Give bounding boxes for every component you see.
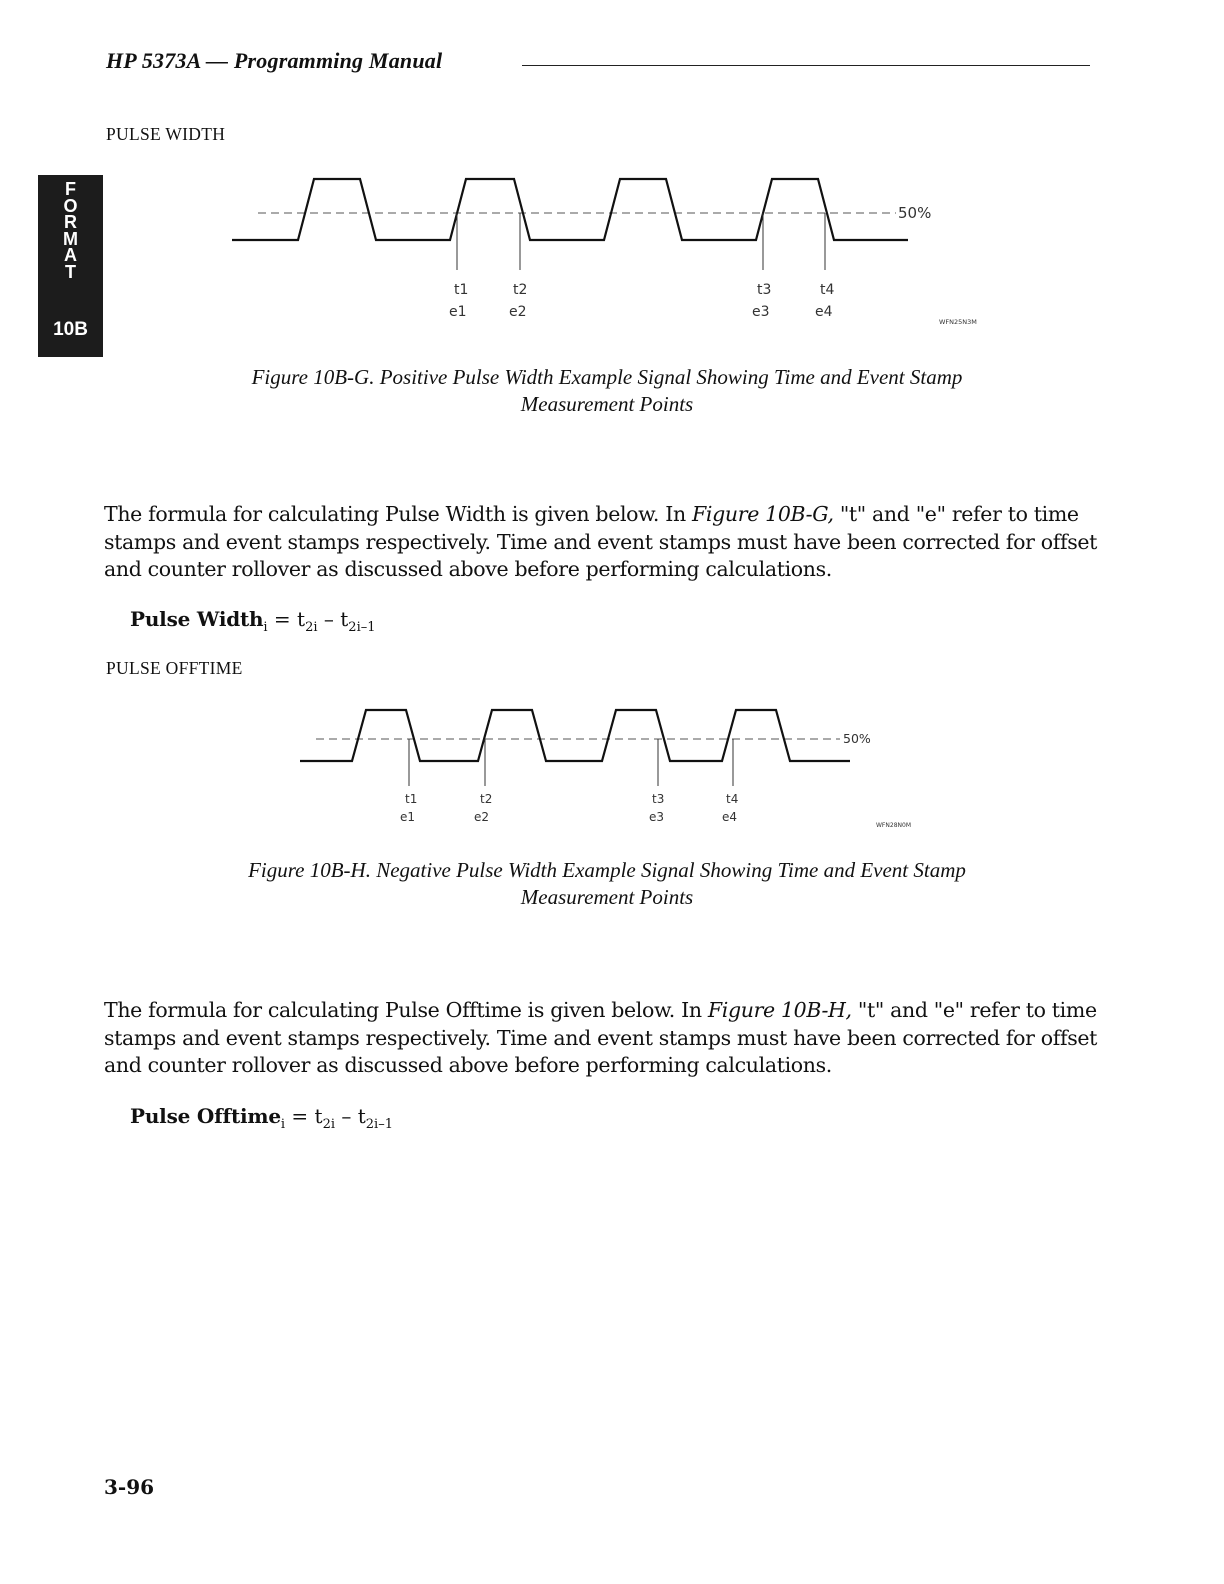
pulse-width-heading: PULSE WIDTH xyxy=(106,124,226,144)
figure-part-code: WFN28N0M xyxy=(876,822,911,829)
formula-name: Pulse Offtime xyxy=(130,1104,281,1128)
formula-subscript: i xyxy=(263,620,268,635)
time-label-t2: t2 xyxy=(480,792,493,806)
caption-line: Figure 10B-H. Negative Pulse Width Example Signal Showing Time and Event Stamp xyxy=(248,858,966,882)
formula-text: = t xyxy=(267,607,306,631)
time-label-t2: t2 xyxy=(513,282,528,298)
time-label-t1: t1 xyxy=(405,792,418,806)
tab-letter: R xyxy=(64,212,77,232)
formula-subscript: 2i xyxy=(322,1117,336,1132)
time-label-t4: t4 xyxy=(726,792,739,806)
page-number: 3-96 xyxy=(104,1475,155,1499)
figure-part-code: WFN25N3M xyxy=(939,318,977,326)
event-label-e2: e2 xyxy=(509,304,527,320)
paragraph-text: "t" and "e" refer to time stamps and event stamps respectively. Time and event stamps must have been corrected for offset and counter rollover as discussed above before performing calculations. xyxy=(104,502,1098,581)
signal-waveform xyxy=(232,179,908,240)
tab-letter: O xyxy=(63,195,78,216)
figure-caption-10b-g xyxy=(150,364,1064,418)
pulse-width-paragraph xyxy=(104,501,1104,584)
event-label-e4: e4 xyxy=(815,304,833,320)
pulse-offtime-formula xyxy=(130,1104,393,1132)
caption-line: Measurement Points xyxy=(520,885,694,909)
figure-reference: Figure 10B-H, xyxy=(707,998,852,1022)
event-label-e4: e4 xyxy=(722,810,738,824)
pulse-offtime-heading: PULSE OFFTIME xyxy=(106,658,243,678)
tab-letter: T xyxy=(65,261,76,282)
time-label-t1: t1 xyxy=(454,282,469,298)
tab-letter: A xyxy=(64,245,77,265)
tab-letter: F xyxy=(65,179,76,199)
tab-code: 10B xyxy=(53,319,88,340)
time-label-t4: t4 xyxy=(820,282,835,298)
paragraph-text: The formula for calculating Pulse Offtime is given below. In xyxy=(104,998,708,1022)
signal-waveform xyxy=(300,710,850,761)
formula-subscript: 2i–1 xyxy=(348,620,376,635)
event-label-e2: e2 xyxy=(474,810,490,824)
formula-text: = t xyxy=(285,1104,323,1128)
pulse-offtime-figure xyxy=(292,700,932,835)
formula-subscript: 2i–1 xyxy=(365,1117,393,1132)
manual-title: HP 5373A — Programming Manual xyxy=(106,48,443,73)
time-label-t3: t3 xyxy=(757,282,772,298)
formula-name: Pulse Width xyxy=(130,607,264,631)
threshold-label: 50% xyxy=(843,731,871,746)
header-rule xyxy=(522,65,1090,66)
caption-line: Measurement Points xyxy=(520,392,694,416)
pulse-offtime-paragraph xyxy=(104,997,1104,1080)
caption-line: Figure 10B-G. Positive Pulse Width Example Signal Showing Time and Event Stamp xyxy=(251,365,963,389)
section-tab xyxy=(38,175,103,357)
paragraph-text: "t" and "e" refer to time stamps and event stamps respectively. Time and event stamps must have been corrected for offset and counter rollover as discussed above before performing calculations. xyxy=(104,998,1098,1077)
event-label-e1: e1 xyxy=(449,304,467,320)
figure-caption-10b-h xyxy=(150,857,1064,911)
formula-text: – t xyxy=(335,1104,366,1128)
event-label-e1: e1 xyxy=(400,810,416,824)
threshold-label: 50% xyxy=(898,204,932,222)
formula-subscript: 2i xyxy=(305,620,318,635)
tab-letters xyxy=(38,181,103,280)
pulse-width-figure xyxy=(220,170,977,330)
time-label-t3: t3 xyxy=(652,792,665,806)
figure-reference: Figure 10B-G, xyxy=(692,502,834,526)
event-label-e3: e3 xyxy=(649,810,665,824)
formula-subscript: i xyxy=(280,1117,286,1132)
event-label-e3: e3 xyxy=(752,304,770,320)
pulse-width-formula xyxy=(130,607,376,635)
formula-text: – t xyxy=(317,607,349,631)
tab-letter: M xyxy=(63,228,78,249)
paragraph-text: The formula for calculating Pulse Width is given below. In xyxy=(104,502,693,526)
